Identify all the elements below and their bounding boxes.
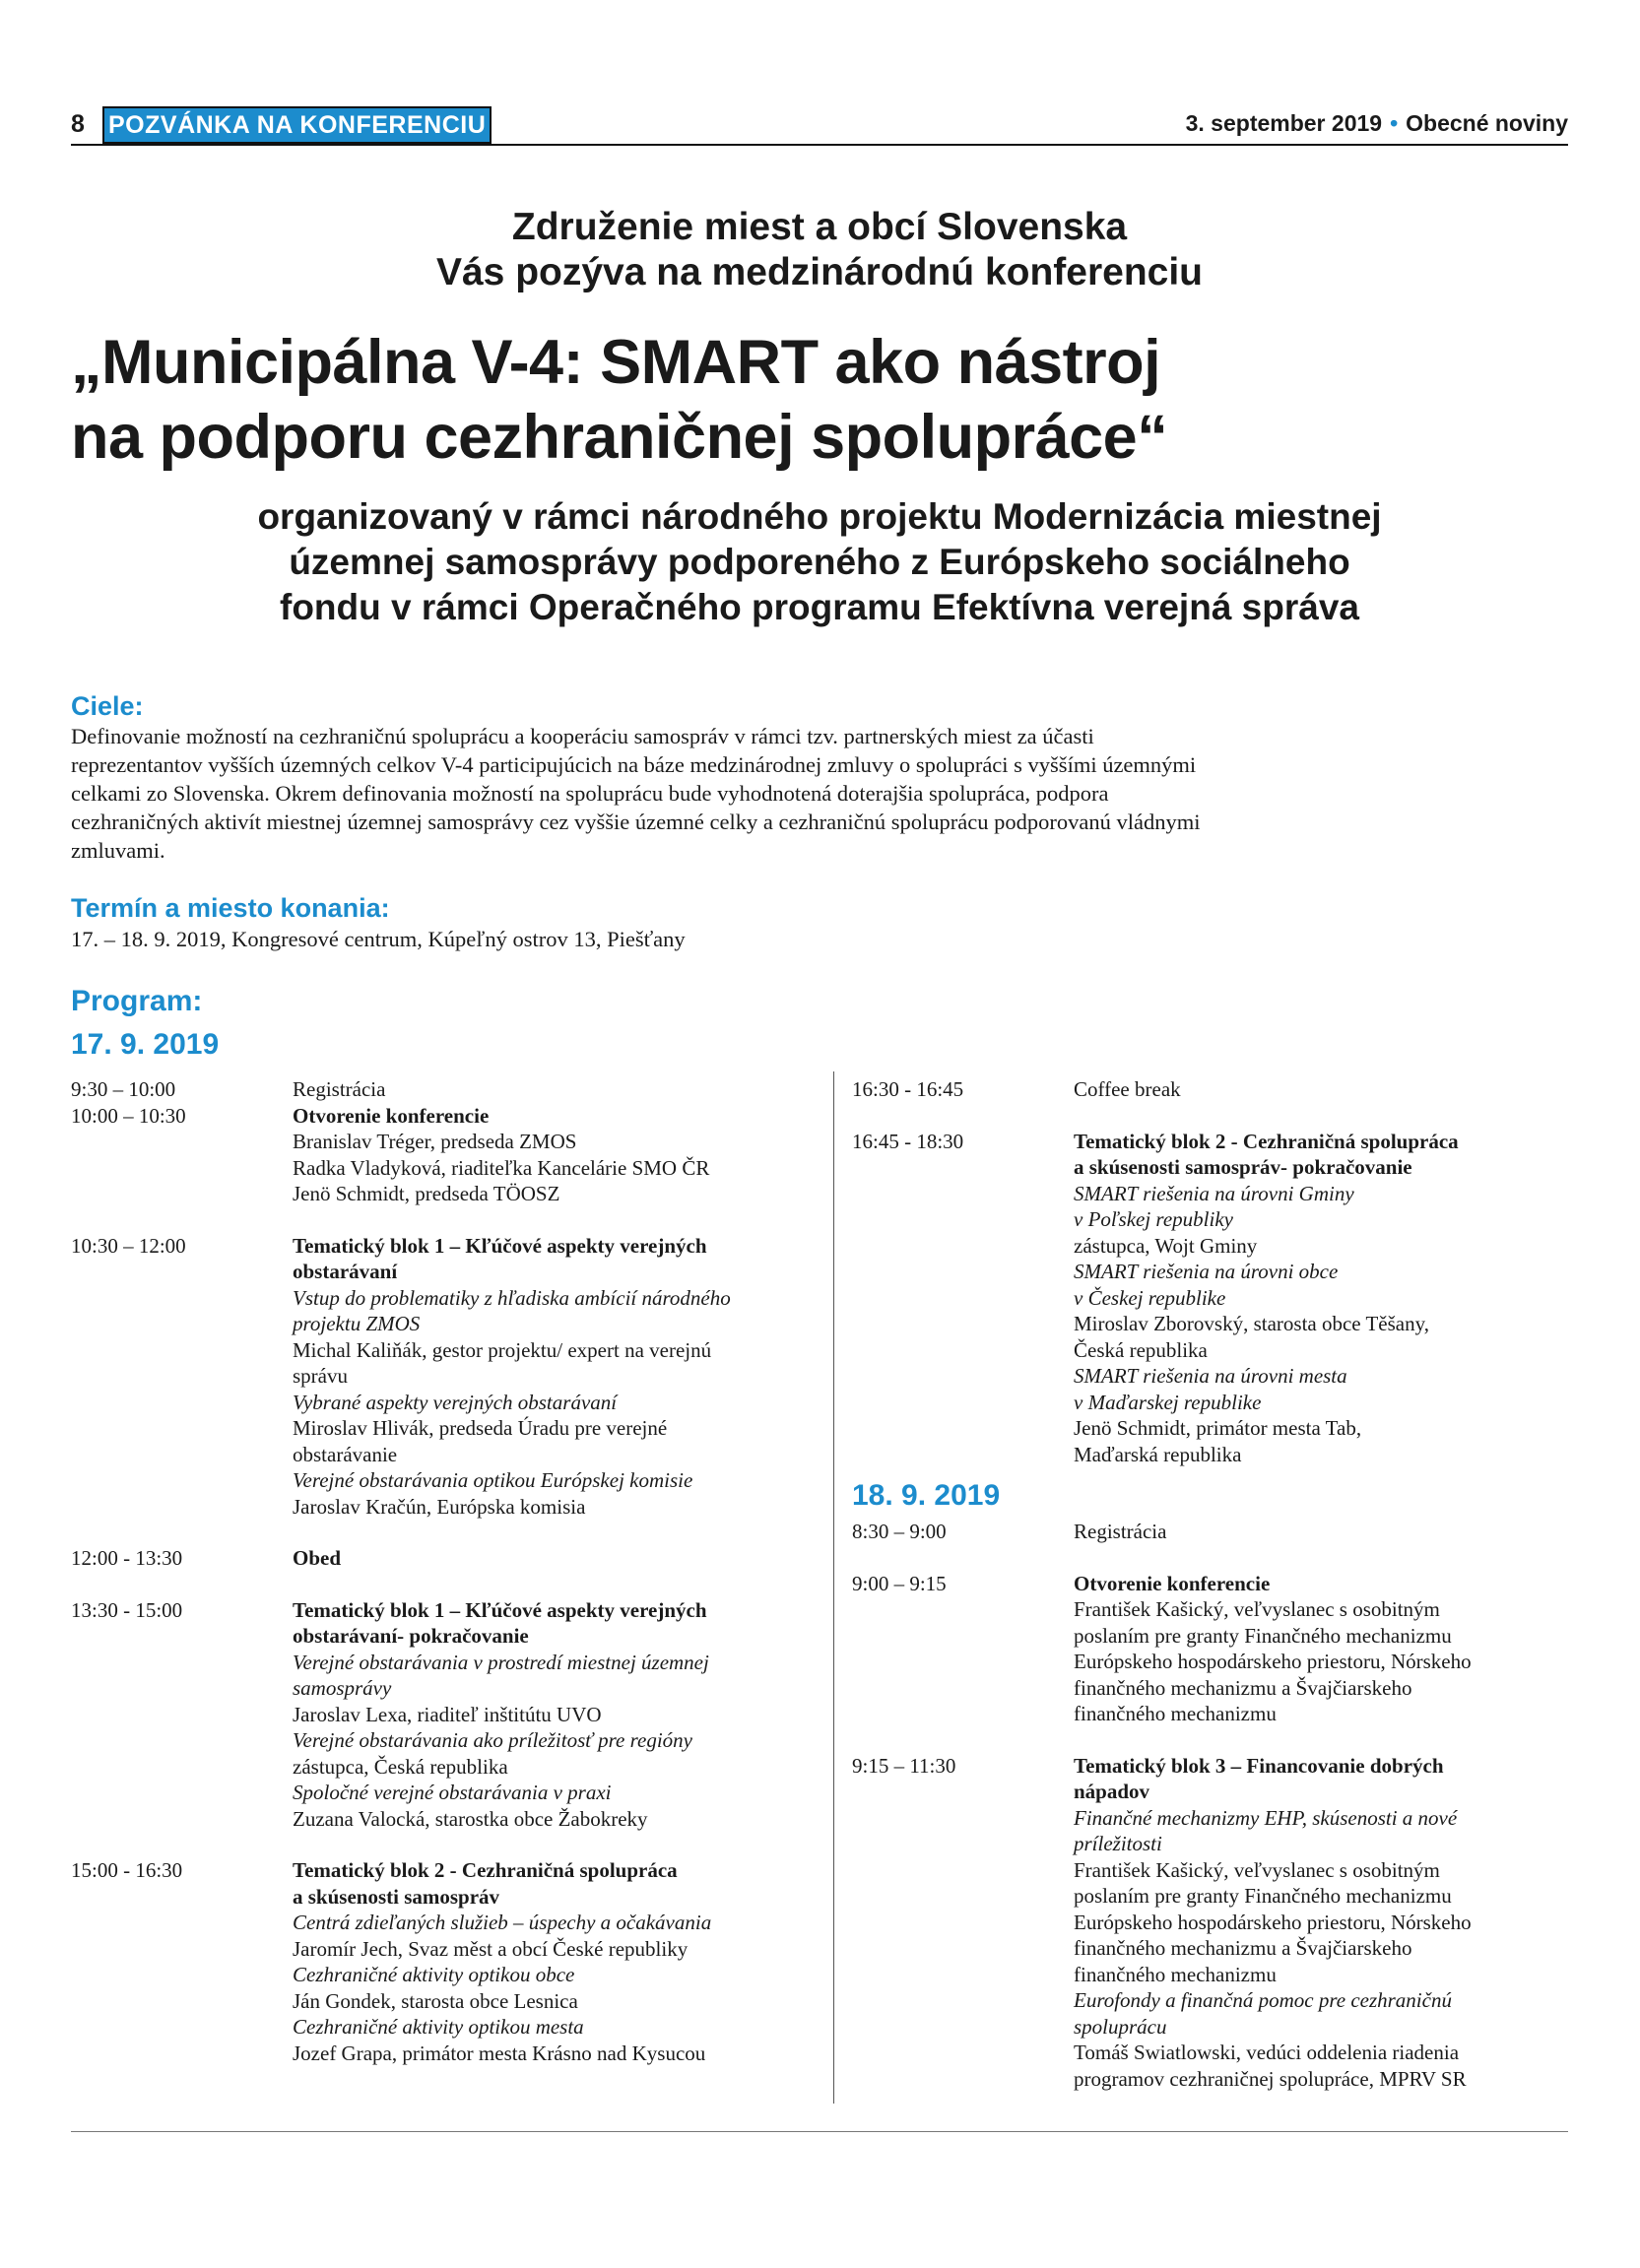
program-day1-column [71,1076,820,2092]
entry-time: 9:30 – 10:00 [71,1077,176,1101]
program-entry [71,1233,820,1521]
day-1-heading: 17. 9. 2019 [71,1028,220,1061]
entry-speaker: Coffee break [1074,1077,1181,1101]
inviter-line-2: Vás pozýva na medzinárodnú konferenciu [435,251,1204,293]
footer-rule [71,2131,1568,2132]
entry-speaker: Ján Gondek, starosta obce Lesnica [293,1988,578,2013]
entry-description [1074,1076,1571,1103]
entry-speaker: Miroslav Zborovský, starosta obce Těšany, [1074,1312,1430,1335]
entry-topic: samosprávy [293,1676,392,1700]
conference-subtitle [71,494,1568,630]
entry-speaker: zástupca, Wojt Gminy [1074,1233,1258,1258]
entry-topic: Centrá zdieľaných služieb – úspechy a očakávania [293,1911,712,1934]
entry-description [1074,1129,1571,1468]
venue-heading: Termín a miesto konania: [71,893,390,923]
entry-description [293,1857,820,2066]
entry-speaker: obstarávanie [293,1442,398,1466]
entry-speaker: finančného mechanizmu a Švajčiarskeho [1074,1936,1412,1960]
entry-topic: Cezhraničné aktivity optikou obce [293,1963,575,1986]
entry-time: 16:30 - 16:45 [852,1077,964,1101]
entry-speaker: finančného mechanizmu [1074,1702,1277,1725]
entry-topic: príležitosti [1074,1832,1162,1855]
entry-description [293,1076,820,1103]
goals-line: reprezentantov vyšších územných celkov V-4 participujúcich na báze medzinárodnej zmluvy o spolupráci s vyššími územnými [71,752,1197,777]
entry-time: 10:30 – 12:00 [71,1233,186,1258]
program-day1-continued [852,1076,1571,1493]
entry-topic: SMART riešenia na úrovni mesta [1074,1364,1347,1388]
entry-speaker: Radka Vladyková, riaditeľka Kancelárie SMO ČR [293,1155,710,1180]
venue-text: 17. – 18. 9. 2019, Kongresové centrum, Kúpeľný ostrov 13, Piešťany [71,927,686,951]
entry-speaker: Jaroslav Kračún, Európska komisia [293,1494,586,1519]
entry-topic: Verejné obstarávania ako príležitosť pre regióny [293,1728,692,1752]
entry-description [1074,1753,1571,2093]
entry-speaker: finančného mechanizmu a Švajčiarskeho [1074,1675,1412,1700]
entry-speaker: zástupca, Česká republika [293,1754,508,1779]
entry-speaker: Jozef Grapa, primátor mesta Krásno nad Kysucou [293,2041,706,2065]
entry-time: 13:30 - 15:00 [71,1597,183,1622]
entry-topic: SMART riešenia na úrovni obce [1074,1260,1339,1283]
entry-speaker: Jaroslav Lexa, riaditeľ inštitútu UVO [293,1702,602,1726]
entry-title: Tematický blok 1 – Kľúčové aspekty verejných [293,1597,707,1622]
program-entry [71,1076,820,1103]
goals-line: Definovanie možností na cezhraničnú spoluprácu a kooperáciu samospráv v rámci tzv. partnerských miest za účasti [71,724,1094,748]
entry-speaker: Jenö Schmidt, primátor mesta Tab, [1074,1416,1362,1440]
title-line-1: „Municipálna V-4: SMART ako nástroj [71,328,1161,397]
entry-speaker: programov cezhraničnej spolupráce, MPRV SR [1074,2066,1467,2091]
program-entry [71,1103,820,1207]
entry-speaker: Michal Kaliňák, gestor projektu/ expert na verejnú [293,1337,712,1362]
entry-time: 9:00 – 9:15 [852,1571,947,1595]
entry-speaker: finančného mechanizmu [1074,1962,1277,1986]
column-divider [833,1071,834,2104]
entry-speaker: Miroslav Hlivák, predseda Úradu pre verejné [293,1416,668,1440]
entry-speaker: Jaromír Jech, Svaz měst a obcí České republiky [293,1936,689,1961]
entry-speaker: poslaním pre granty Finančného mechanizmu [1074,1884,1452,1908]
page-number: 8 [71,110,85,138]
entry-topic: Eurofondy a finančná pomoc pre cezhraničnú [1074,1988,1452,2012]
entry-speaker: Registrácia [293,1077,386,1101]
entry-speaker: Európskeho hospodárskeho priestoru, Nórskeho [1074,1910,1472,1934]
header-rule [71,144,1568,146]
entry-topic: Cezhraničné aktivity optikou mesta [293,2015,584,2039]
goals-text [71,722,1563,865]
entry-description [293,1233,820,1521]
entry-speaker: Registrácia [1074,1520,1167,1543]
entry-title: a skúsenosti samospráv [293,1884,500,1909]
entry-description [1074,1519,1571,1545]
day-2-heading: 18. 9. 2019 [852,1479,1001,1512]
program-entry [852,1753,1571,2093]
entry-speaker: Zuzana Valocká, starostka obce Žabokreky [293,1806,648,1831]
entry-speaker: Česká republika [1074,1337,1208,1362]
entry-time: 8:30 – 9:00 [852,1520,947,1543]
program-entry [852,1129,1571,1468]
entry-title: obstarávaní- pokračovanie [293,1624,529,1648]
section-tag: POZVÁNKA NA KONFERENCIU [102,106,492,144]
conference-title [71,325,1568,475]
entry-topic: Vybrané aspekty verejných obstarávaní [293,1390,618,1414]
goals-line: cezhraničných aktivít miestnej územnej samosprávy cez vyššie územné celky a cezhraničnú spoluprácu podporovanú vládnymi [71,810,1201,834]
entry-topic: spoluprácu [1074,2014,1167,2039]
issue-date: 3. september 2019 [1185,110,1383,136]
entry-title: nápadov [1074,1780,1150,1803]
subtitle-line-3: fondu v rámci Operačného programu Efektívna verejná správa [280,587,1359,627]
entry-title: Tematický blok 2 - Cezhraničná spolupráca [293,1858,678,1882]
entry-title: Tematický blok 1 – Kľúčové aspekty verejných [293,1233,707,1258]
program-entry [852,1076,1571,1103]
issue-info [1186,110,1568,137]
separator-dot: • [1390,110,1399,136]
entry-speaker: Branislav Tréger, predseda ZMOS [293,1130,577,1153]
entry-description [293,1103,820,1207]
entry-description [293,1545,820,1572]
entry-title: a skúsenosti samospráv- pokračovanie [1074,1155,1412,1179]
entry-topic: SMART riešenia na úrovni Gminy [1074,1181,1354,1205]
entry-speaker: František Kašický, veľvyslanec s osobitným [1074,1857,1440,1882]
entry-time: 16:45 - 18:30 [852,1129,964,1153]
entry-speaker: Európskeho hospodárskeho priestoru, Nórskeho [1074,1650,1472,1673]
entry-time: 10:00 – 10:30 [71,1103,186,1128]
goals-line: zmluvami. [71,838,165,863]
publication-name: Obecné noviny [1406,110,1568,136]
program-heading [71,980,219,1067]
page-header [71,106,1568,146]
entry-topic: Spoločné verejné obstarávania v praxi [293,1781,612,1804]
entry-speaker: František Kašický, veľvyslanec s osobitným [1074,1597,1440,1621]
entry-topic: v Českej republike [1074,1285,1226,1310]
program-entry [71,1857,820,2066]
entry-time: 9:15 – 11:30 [852,1753,956,1778]
entry-time: 12:00 - 13:30 [71,1546,183,1570]
program-entry [71,1545,820,1572]
program-entry [852,1571,1571,1727]
entry-title: Tematický blok 2 - Cezhraničná spolupráca [1074,1129,1459,1153]
entry-topic: Verejné obstarávania v prostredí miestnej územnej [293,1650,709,1674]
inviter [71,205,1568,295]
entry-description [293,1597,820,1833]
entry-time: 15:00 - 16:30 [71,1858,183,1882]
entry-topic: projektu ZMOS [293,1312,421,1335]
entry-speaker: Tomáš Swiatlowski, vedúci oddelenia riadenia [1074,2041,1460,2064]
entry-speaker: poslaním pre granty Finančného mechanizmu [1074,1623,1452,1648]
subtitle-line-1: organizovaný v rámci národného projektu Modernizácia miestnej [257,496,1382,537]
inviter-line-1: Združenie miest a obcí Slovenska [511,206,1128,248]
entry-title: Otvorenie konferencie [1074,1571,1271,1595]
entry-title: Tematický blok 3 – Financovanie dobrých [1074,1753,1444,1778]
program-entry [852,1519,1571,1545]
goals-heading: Ciele: [71,691,144,721]
subtitle-line-2: územnej samosprávy podporeného z Európskeho sociálneho [289,542,1350,582]
entry-title: obstarávaní [293,1260,398,1283]
entry-title: Obed [293,1546,342,1570]
goals-line: celkami zo Slovenska. Okrem definovania možností na spoluprácu bude vyhodnotená doterajšia spolupráca, podpora [71,781,1109,806]
entry-speaker: Maďarská republika [1074,1442,1242,1466]
entry-topic: Finančné mechanizmy EHP, skúsenosti a nové [1074,1805,1458,1830]
entry-topic: v Maďarskej republike [1074,1390,1262,1414]
entry-speaker: Jenö Schmidt, predseda TÖOSZ [293,1182,560,1205]
program-label: Program: [71,985,203,1017]
entry-title: Otvorenie konferencie [293,1103,490,1128]
entry-description [1074,1571,1571,1727]
entry-topic: v Poľskej republiky [1074,1207,1233,1231]
title-line-2: na podporu cezhraničnej spolupráce“ [71,403,1168,472]
entry-speaker: správu [293,1364,348,1388]
entry-topic: Verejné obstarávania optikou Európskej komisie [293,1468,693,1492]
entry-topic: Vstup do problematiky z hľadiska ambícií národného [293,1285,731,1310]
program-entry [71,1597,820,1833]
program-day2-column [852,1519,1571,2117]
